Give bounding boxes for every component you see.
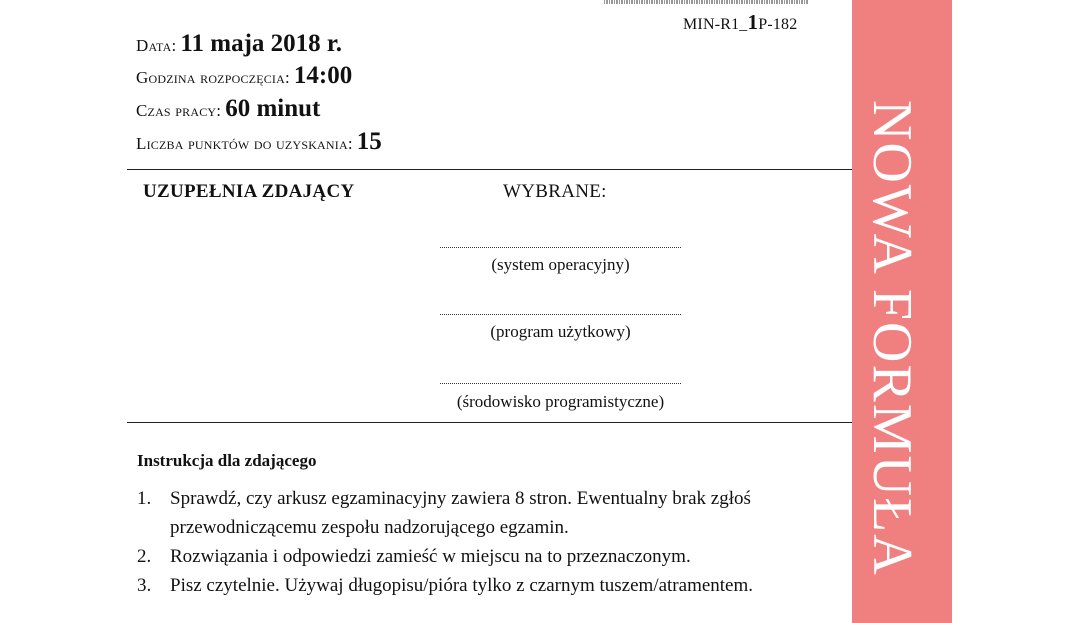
- exam-date-label: Data:: [136, 36, 177, 55]
- instruction-text: Rozwiązania i odpowiedzi zamieść w miejscu na to przeznaczonym.: [170, 546, 691, 567]
- start-time-row: [136, 62, 352, 90]
- exam-code-number: 1: [747, 10, 759, 34]
- instructions-list: [137, 484, 817, 600]
- instructions-heading: Instrukcja dla zdającego: [137, 451, 317, 470]
- duration-label: Czas pracy:: [136, 101, 222, 120]
- instruction-number: 3.: [137, 575, 152, 596]
- exam-code-suffix: P-182: [758, 16, 798, 33]
- exam-date-value: 11 maja 2018 r.: [180, 30, 342, 57]
- start-time-label: Godzina rozpoczęcia:: [136, 68, 290, 87]
- duration-value: 60 minut: [225, 95, 321, 122]
- instruction-number: 1.: [137, 488, 152, 509]
- divider-top: [127, 169, 852, 170]
- ide-field-caption: (środowisko programistyczne): [456, 392, 665, 411]
- os-field-caption: (system operacyjny): [491, 255, 630, 274]
- side-band: [852, 0, 952, 623]
- os-field-dotted-line[interactable]: [440, 247, 681, 248]
- instruction-item: [137, 484, 817, 542]
- instruction-number: 2.: [137, 546, 152, 567]
- app-field-dotted-line[interactable]: [440, 314, 681, 315]
- exam-code: [683, 10, 797, 35]
- exam-code-prefix: MIN-R1_: [683, 16, 748, 33]
- chosen-label: WYBRANE:: [503, 181, 607, 202]
- candidate-section-heading: UZUPEŁNIA ZDAJĄCY: [143, 181, 355, 202]
- points-row: [136, 128, 382, 156]
- start-time-value: 14:00: [293, 62, 353, 89]
- side-band-text: NOWA FORMUŁA: [861, 100, 923, 577]
- instruction-item: [137, 571, 817, 600]
- divider-middle: [127, 422, 852, 423]
- barcode-strip: [604, 0, 809, 4]
- instruction-item: [137, 542, 817, 571]
- duration-row: [136, 95, 320, 123]
- app-field-caption: (program użytkowy): [490, 322, 631, 341]
- instruction-text: Sprawdź, czy arkusz egzaminacyjny zawiera 8 stron. Ewentualny brak zgłoś przewodniczącemu zespołu nadzorującego egzamin.: [170, 488, 751, 538]
- ide-field-dotted-line[interactable]: [440, 383, 681, 384]
- exam-date-row: [136, 30, 342, 58]
- points-value: 15: [356, 128, 382, 155]
- instruction-text: Pisz czytelnie. Używaj długopisu/pióra tylko z czarnym tuszem/atramentem.: [170, 575, 754, 596]
- points-label: Liczba punktów do uzyskania:: [136, 134, 353, 153]
